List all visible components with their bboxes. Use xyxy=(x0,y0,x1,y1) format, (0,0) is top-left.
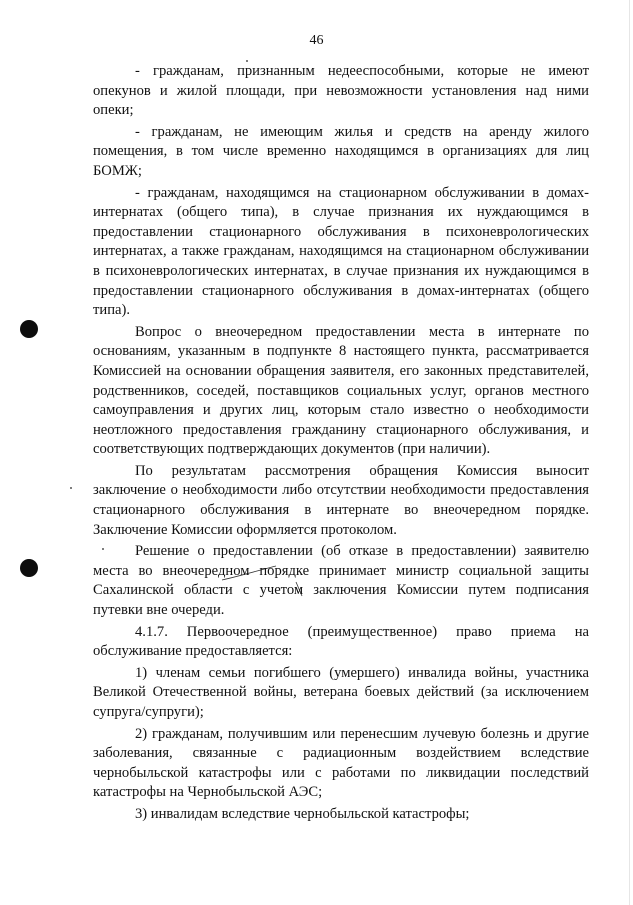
punch-hole-top xyxy=(20,320,38,338)
paragraph-2: - гражданам, не имеющим жилья и средств на аренду жилого помещения, в том числе временно находящимся в организациях для лиц БОМЖ; xyxy=(93,123,589,179)
paragraph-10: 3) инвалидам вследствие чернобыльской катастрофы; xyxy=(135,805,470,822)
document-body xyxy=(93,62,589,825)
scan-edge-line xyxy=(629,0,630,905)
page-number: 46 xyxy=(309,33,324,48)
paragraph-5: По результатам рассмотрения обращения Комиссия выносит заключение о необходимости либо отсутствии необходимости предоставления стационарного обслуживания в интернате во внеочередном порядке. Заключение Комиссии оформляется протоколом. xyxy=(93,462,589,538)
paragraph-3: - гражданам, находящимся на стационарном обслуживании в домах-интернатах (общего типа), в случае признания их нуждающимся в предоставлении стационарного обслуживания в психоневрологических интернатах, а также гражданам, находящимся на стационарном обслуживании в психоневрологических интернатах, в случае признания их нуждающимся в предоставлении стационарного обслуживания в домах-интернатах (общего типа). xyxy=(93,184,589,319)
paragraph-4: Вопрос о внеочередном предоставлении места в интернате по основаниям, указанным в подпункте 8 настоящего пункта, рассматривается Комиссией на основании обращения заявителя, его законных представителей, родственников, соседей, поставщиков социальных услуг, органов местного самоуправления и других лиц, которым стало известно о необходимости неотложного предоставления гражданину стационарного обслуживания, и соответствующих подтверждающих документов (при наличии). xyxy=(93,323,589,458)
paragraph-8: 1) членам семьи погибшего (умершего) инвалида войны, участника Великой Отечественной войны, ветерана боевых действий (за исключением супруга/супруги); xyxy=(93,664,589,720)
punch-hole-bottom xyxy=(20,559,38,577)
paragraph-1: - гражданам, признанным недееспособными, которые не имеют опекунов и жилой площади, при невозможности установления над ними опеки; xyxy=(93,63,589,119)
paragraph-7: 4.1.7. Первоочередное (преимущественное) право приема на обслуживание предоставляется: xyxy=(93,623,589,660)
scan-speck xyxy=(70,487,72,489)
paragraph-9: 2) гражданам, получившим или перенесшим лучевую болезнь и другие заболевания, связанные с радиационным воздействием вследствие чернобыльской катастрофы или с работами по ликвидации последствий катастрофы на Чернобыльской АЭС; xyxy=(93,725,589,801)
paragraph-6: Решение о предоставлении (об отказе в предоставлении) заявителю места во внеочередном порядке принимает министр социальной защиты Сахалинской области с учетом заключения Комиссии путем подписания путевки вне очереди. xyxy=(93,543,589,619)
